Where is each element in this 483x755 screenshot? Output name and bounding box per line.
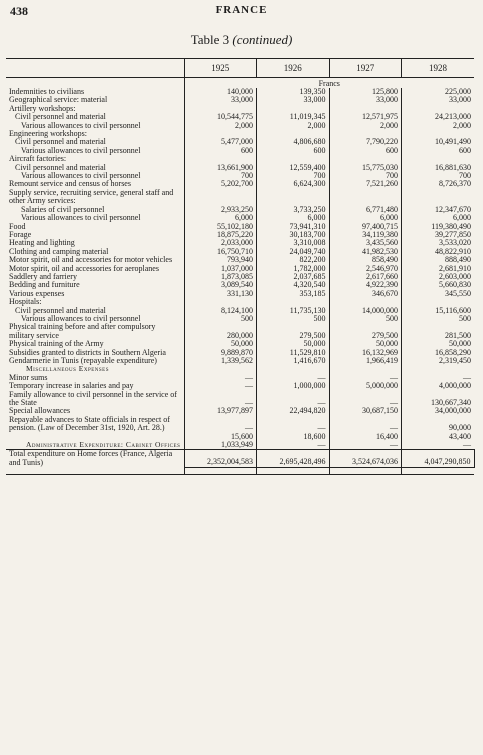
table-end-rule	[6, 467, 474, 474]
running-title: FRANCE	[215, 4, 268, 16]
cell-1926: 1,782,000	[257, 265, 330, 273]
row-label: Motor spirit, oil and accessories for aeroplanes	[9, 263, 159, 273]
cell-1927: 2,617,660	[329, 273, 402, 281]
cell-1925: 2,352,004,583	[184, 450, 257, 467]
cell-1926: 700	[257, 172, 330, 180]
cell-1925: 1,873,085	[184, 273, 257, 281]
row-label: Engineering workshops:	[9, 129, 87, 139]
cell-1926: 3,733,250	[257, 206, 330, 214]
row-label: Supply service, recruiting service, general staff and other Army services:	[9, 187, 174, 206]
row-label: Aircraft factories:	[9, 154, 67, 164]
page-header	[0, 4, 483, 20]
cell-1925: 600	[184, 147, 257, 155]
cell-1926: —	[257, 441, 330, 450]
row-label: Heating and lighting	[9, 238, 75, 248]
cell-1927: 2,546,970	[329, 265, 402, 273]
cell-1926: 4,320,540	[257, 281, 330, 289]
row-label: Minor sums	[9, 372, 48, 382]
row-label: Various allowances to civil personnel	[21, 120, 141, 130]
label-header	[6, 59, 184, 78]
cell-1927: 14,000,000	[329, 307, 402, 315]
cell-1928: 3,533,020	[402, 239, 475, 247]
cell-1925: —	[184, 391, 257, 408]
cell-1925: 5,477,000	[184, 138, 257, 146]
row-label: Various allowances to civil personnel	[21, 145, 141, 155]
cell-1926: 2,037,685	[257, 273, 330, 281]
cell-1928: 4,000,000	[402, 382, 475, 390]
year-header-row	[6, 59, 474, 78]
cell-1925: 700	[184, 172, 257, 180]
cell-1925	[184, 189, 257, 206]
cell-1925: 33,000	[184, 96, 257, 104]
cell-1927: 16,132,969	[329, 349, 402, 357]
row-label: Various allowances to civil personnel	[21, 171, 141, 181]
cell-1925: 6,000	[184, 214, 257, 222]
cell-1925: 2,033,000	[184, 239, 257, 247]
cell-1926: 11,735,130	[257, 307, 330, 315]
cell-1925: 280,000	[184, 323, 257, 340]
cell-1925: —	[184, 416, 257, 433]
table-caption	[0, 32, 483, 48]
row-label: Physical training before and after compulsory military service	[9, 322, 156, 340]
cell-1928: 225,000	[402, 88, 475, 96]
row-label: Forage	[9, 229, 32, 239]
cell-1927: 16,400	[329, 433, 402, 441]
cell-1927: 12,571,975	[329, 113, 402, 121]
cell-1928: 15,116,600	[402, 307, 475, 315]
row-label: Various allowances to civil personnel	[21, 213, 141, 223]
row-label: Physical training of the Army	[9, 339, 104, 349]
cell-1928: 600	[402, 147, 475, 155]
table-row	[6, 96, 474, 104]
cell-1927: 41,982,530	[329, 248, 402, 256]
row-label: Remount service and census of horses	[9, 179, 131, 189]
cell-1925: 2,000	[184, 122, 257, 130]
cell-1927: 2,000	[329, 122, 402, 130]
cell-1928: 50,000	[402, 340, 475, 348]
cell-1928: 39,277,850	[402, 231, 475, 239]
cell-1928: 8,726,370	[402, 180, 475, 188]
cell-1925: —	[184, 382, 257, 390]
cell-1927: 600	[329, 147, 402, 155]
cell-1926: 139,350	[257, 88, 330, 96]
cell-1925: 50,000	[184, 340, 257, 348]
row-label: Hospitals:	[9, 297, 42, 307]
cell-1928: 281,500	[402, 323, 475, 340]
cell-1927: 125,800	[329, 88, 402, 96]
cell-1927: 33,000	[329, 96, 402, 104]
table-row	[6, 147, 474, 155]
row-label: Food	[9, 221, 26, 231]
cell-1926: —	[257, 391, 330, 408]
cell-1928: 888,490	[402, 256, 475, 264]
cell-1925: 5,202,700	[184, 180, 257, 188]
cell-1928: 33,000	[402, 96, 475, 104]
cell-1926: 3,310,008	[257, 239, 330, 247]
row-label: Clothing and camping material	[9, 246, 109, 256]
cell-1927: —	[329, 416, 402, 433]
cell-1926: 50,000	[257, 340, 330, 348]
cell-1928	[402, 189, 475, 206]
cell-1928: 43,400	[402, 433, 475, 441]
cell-1925: 55,102,180	[184, 223, 257, 231]
row-label: Civil personnel and material	[15, 137, 106, 147]
cell-1927: 500	[329, 315, 402, 323]
cell-1928: 10,491,490	[402, 138, 475, 146]
row-label: Saddlery and farriery	[9, 271, 77, 281]
cell-1927: 6,000	[329, 214, 402, 222]
table-row	[6, 416, 474, 433]
year-header: 1928	[402, 59, 475, 78]
cell-1927: —	[329, 391, 402, 408]
cell-1926: 73,941,310	[257, 223, 330, 231]
cell-1927: 858,490	[329, 256, 402, 264]
cell-1927: 3,435,560	[329, 239, 402, 247]
cell-1926: 18,600	[257, 433, 330, 441]
cell-1928: —	[402, 374, 475, 382]
row-label: Geographical service: material	[9, 95, 108, 105]
cell-1928: 2,000	[402, 122, 475, 130]
cell-1928: 16,858,290	[402, 349, 475, 357]
cell-1927: —	[329, 441, 402, 450]
cell-1926: 353,185	[257, 290, 330, 298]
cell-1927: 97,400,715	[329, 223, 402, 231]
table-row	[6, 391, 474, 408]
cell-1926: 2,000	[257, 122, 330, 130]
cell-1928: 24,213,000	[402, 113, 475, 121]
cell-1926: 822,200	[257, 256, 330, 264]
cell-1928: 6,000	[402, 214, 475, 222]
row-label: Total expenditure on Home forces (France, Algeria and Tunis)	[6, 450, 184, 467]
cell-1925: 3,089,540	[184, 281, 257, 289]
row-label: Civil personnel and material	[15, 305, 106, 315]
cell-1926: 6,624,300	[257, 180, 330, 188]
cell-1925: 1,339,562	[184, 357, 257, 365]
row-label: Administrative Expenditure: Cabinet Offices	[26, 440, 181, 450]
table-row	[6, 290, 474, 298]
row-label: Motor spirit, oil and accessories for motor vehicles	[9, 255, 173, 265]
cell-1927: 1,966,419	[329, 357, 402, 365]
row-label: Miscellaneous Expenses	[26, 364, 110, 374]
cell-1926: 1,416,670	[257, 357, 330, 365]
table-row	[6, 189, 474, 206]
cell-1928: —	[402, 441, 475, 450]
row-label: Various expenses	[9, 288, 65, 298]
cell-1925: 1,037,000	[184, 265, 257, 273]
expenditure-table	[6, 58, 475, 475]
row-label: Civil personnel and material	[15, 112, 106, 122]
cell-1928: 4,047,290,850	[402, 450, 475, 467]
cell-1925: 500	[184, 315, 257, 323]
cell-1926: 30,183,700	[257, 231, 330, 239]
cell-1926: 279,500	[257, 323, 330, 340]
cell-1927	[329, 189, 402, 206]
cell-1925: 10,544,775	[184, 113, 257, 121]
cell-1926: 22,494,820	[257, 407, 330, 415]
cell-1927: 7,790,220	[329, 138, 402, 146]
cell-1928: 34,000,000	[402, 407, 475, 415]
year-header: 1926	[257, 59, 330, 78]
caption-sub: (continued)	[232, 32, 293, 47]
cell-1927: 30,687,150	[329, 407, 402, 415]
cell-1928: 500	[402, 315, 475, 323]
cell-1926: 11,019,345	[257, 113, 330, 121]
cell-1926: 1,000,000	[257, 382, 330, 390]
cell-1927: 50,000	[329, 340, 402, 348]
table-row	[6, 323, 474, 340]
row-label: Bedding and furniture	[9, 280, 80, 290]
row-label: Subsidies granted to districts in Southern Algeria	[9, 347, 166, 357]
cell-1925: 140,000	[184, 88, 257, 96]
unit-label: Francs	[184, 78, 474, 89]
cell-1926: 600	[257, 147, 330, 155]
cell-1927: 700	[329, 172, 402, 180]
cell-1927: —	[329, 374, 402, 382]
row-label: Civil personnel and material	[15, 162, 106, 172]
row-label: Family allowance to civil personnel in the service of the State	[9, 389, 177, 408]
cell-1928: 90,000	[402, 416, 475, 433]
cell-1928: 48,822,910	[402, 248, 475, 256]
cell-1926: 11,529,810	[257, 349, 330, 357]
cell-1925: 8,124,100	[184, 307, 257, 315]
cell-1927: 3,524,674,036	[329, 450, 402, 467]
cell-1926: 6,000	[257, 214, 330, 222]
total-row	[6, 450, 474, 467]
cell-1928: 2,603,000	[402, 273, 475, 281]
row-label: Salaries of civil personnel	[21, 204, 105, 214]
row-label: Temporary increase in salaries and pay	[9, 381, 134, 391]
cell-1926: —	[257, 416, 330, 433]
cell-1928: 12,347,670	[402, 206, 475, 214]
row-label: Indemnities to civilians	[9, 87, 85, 96]
row-label: Gendarmerie in Tunis (repayable expenditure)	[9, 356, 157, 365]
cell-1927: 279,500	[329, 323, 402, 340]
cell-1927: 15,775,030	[329, 164, 402, 172]
row-label: Artillery workshops:	[9, 103, 76, 113]
cell-1927: 5,000,000	[329, 382, 402, 390]
cell-1925: 13,661,900	[184, 164, 257, 172]
cell-1925: —	[184, 374, 257, 382]
cell-1925: 2,933,250	[184, 206, 257, 214]
caption-main: Table 3	[190, 32, 230, 47]
year-header: 1925	[184, 59, 257, 78]
cell-1925: 13,977,897	[184, 407, 257, 415]
cell-1928: 345,550	[402, 290, 475, 298]
table-row	[6, 365, 474, 373]
cell-1928: 5,660,830	[402, 281, 475, 289]
cell-1927: 346,670	[329, 290, 402, 298]
cell-1927: 7,521,260	[329, 180, 402, 188]
cell-1925: 1,033,949	[184, 441, 257, 450]
cell-1926: 4,806,680	[257, 138, 330, 146]
cell-1926: 500	[257, 315, 330, 323]
cell-1926: 2,695,428,496	[257, 450, 330, 467]
cell-1928: 16,881,630	[402, 164, 475, 172]
page-number: 438	[10, 4, 28, 18]
cell-1928: 2,319,450	[402, 357, 475, 365]
row-label: Repayable advances to State officials in respect of pension. (Law of December 31st, 1920, Art. 28.)	[9, 414, 170, 433]
cell-1925: 793,940	[184, 256, 257, 264]
cell-1928: 130,667,340	[402, 391, 475, 408]
cell-1926: —	[257, 374, 330, 382]
cell-1926: 24,049,740	[257, 248, 330, 256]
cell-1925: 16,750,710	[184, 248, 257, 256]
row-label: Special allowances	[9, 406, 71, 416]
cell-1925: 15,600	[184, 433, 257, 441]
cell-1926	[257, 189, 330, 206]
year-header: 1927	[329, 59, 402, 78]
cell-1925: 331,130	[184, 290, 257, 298]
cell-1926: 12,559,400	[257, 164, 330, 172]
cell-1927: 6,771,480	[329, 206, 402, 214]
cell-1925: 9,889,870	[184, 349, 257, 357]
cell-1928: 2,681,910	[402, 265, 475, 273]
row-label: Various allowances to civil personnel	[21, 313, 141, 323]
cell-1926: 33,000	[257, 96, 330, 104]
cell-1925: 18,875,220	[184, 231, 257, 239]
cell-1928: 119,380,490	[402, 223, 475, 231]
cell-1927: 34,119,380	[329, 231, 402, 239]
cell-1927: 4,922,390	[329, 281, 402, 289]
cell-1928: 700	[402, 172, 475, 180]
